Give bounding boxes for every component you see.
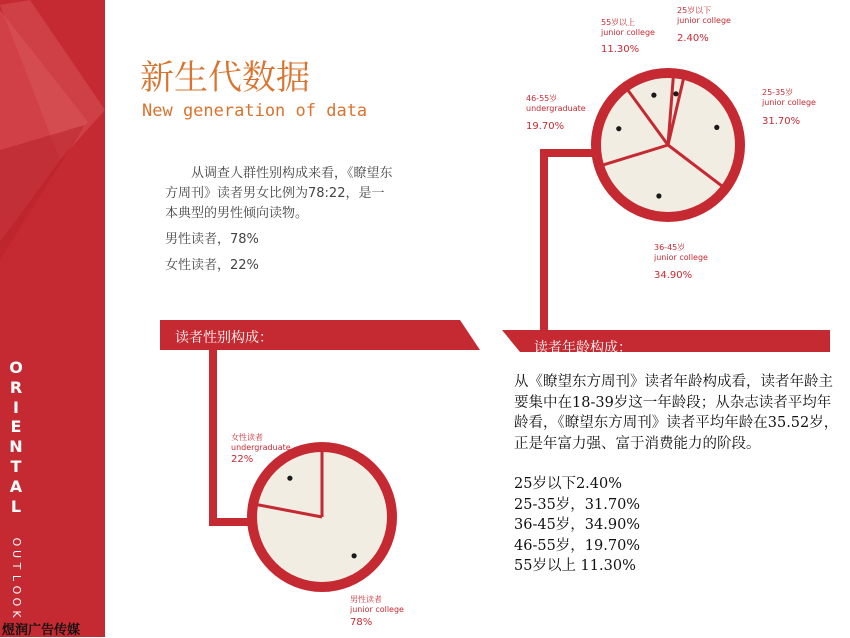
slice-label-line: 25岁以下 [677, 6, 712, 15]
age-label-46-55 [526, 93, 586, 132]
page-subtitle: New generation of data [142, 101, 368, 121]
page-title: 新生代数据 [140, 58, 310, 98]
brand-letter: O [10, 537, 23, 547]
slice-percent: 2.40% [677, 33, 709, 44]
age-description [514, 372, 844, 577]
gender-pie-chart [252, 447, 392, 587]
age-label-36-45 [653, 242, 708, 281]
brand-letter: I [13, 397, 19, 417]
age-list-item: 55岁以上 11.30% [514, 558, 636, 574]
slice-label-line: 女性读者 [231, 433, 263, 442]
slice-percent: 22% [231, 454, 254, 465]
intro-paragraph: 从调查人群性别构成来看，《瞭望东方周刊》读者男女比例为78:22，是一本典型的男性倾向读物。 [165, 166, 393, 221]
age-list [514, 474, 844, 577]
gender-slice-marker [352, 553, 357, 558]
age-slice-marker [651, 93, 656, 98]
slice-label-line: junior college [762, 98, 816, 107]
age-slice-marker [616, 126, 621, 131]
gender-section-label: 读者性别构成： [175, 330, 273, 346]
brand-letter: R [9, 377, 23, 397]
age-label-over55 [600, 17, 655, 55]
brand-letter: K [10, 610, 23, 618]
male-stat: 男性读者，78% [165, 232, 259, 247]
slice-percent: 19.70% [526, 121, 565, 132]
slice-label-line: junior college [677, 16, 731, 25]
brand-letter: O [10, 597, 23, 607]
slice-label-line: undergraduate [526, 104, 586, 113]
gender-slice-marker [287, 476, 292, 481]
age-list-item: 25岁以下2.40% [514, 476, 623, 492]
brand-letter: L [10, 574, 23, 582]
slice-label-line: junior college [350, 605, 404, 614]
age-list-item: 46-55岁，19.70% [514, 537, 641, 554]
slice-label-line: 36-45岁 [654, 243, 686, 252]
age-paragraph: 从《瞭望东方周刊》读者年龄构成看，读者年龄主要集中在18-39岁这一年龄段；从杂志读者平均年龄看，《瞭望东方周刊》读者平均年龄在35.52岁，正是年富力强、富于消费能力的阶段。 [514, 374, 839, 452]
age-list-item: 36-45岁，34.90% [514, 517, 641, 533]
age-pie-chart [596, 73, 740, 217]
slice-label-line: 男性读者 [350, 595, 382, 604]
age-slice-marker [714, 125, 719, 130]
age-list-item: 25-35岁，31.70% [514, 496, 641, 513]
slice-percent: 78% [350, 617, 373, 628]
slice-label-line: 46-55岁 [526, 94, 558, 103]
slice-label-line: junior college [601, 28, 655, 37]
brand-letter: N [9, 437, 23, 457]
slice-percent: 34.90% [654, 270, 693, 281]
brand-letter: U [10, 549, 23, 559]
age-connector-line [544, 153, 595, 330]
slice-percent: 11.30% [601, 44, 640, 55]
age-label-25-35 [761, 87, 816, 127]
age-label-under25 [676, 5, 731, 44]
brand-letter: T [10, 456, 22, 476]
gender-label-male [349, 594, 404, 628]
slice-label-line: 25-35岁 [762, 88, 794, 97]
age-slice-marker [673, 91, 678, 96]
brand-letter: O [9, 358, 23, 377]
age-section-label: 读者年龄构成： [534, 340, 632, 356]
brand-letter: A [9, 476, 23, 496]
slice-label-line: undergraduate [231, 443, 291, 452]
slice-percent: 31.70% [762, 116, 801, 127]
slice-label-line: 55岁以上 [601, 18, 636, 27]
slice-label-line: junior college [654, 253, 708, 262]
age-slice-marker [656, 193, 661, 198]
brand-letter: E [10, 417, 22, 437]
brand-letter: O [10, 585, 23, 595]
brand-letter: L [10, 496, 22, 516]
footer-watermark: 煜润广告传媒 [2, 623, 81, 638]
female-stat: 女性读者，22% [165, 258, 259, 273]
brand-letter: T [10, 562, 23, 570]
